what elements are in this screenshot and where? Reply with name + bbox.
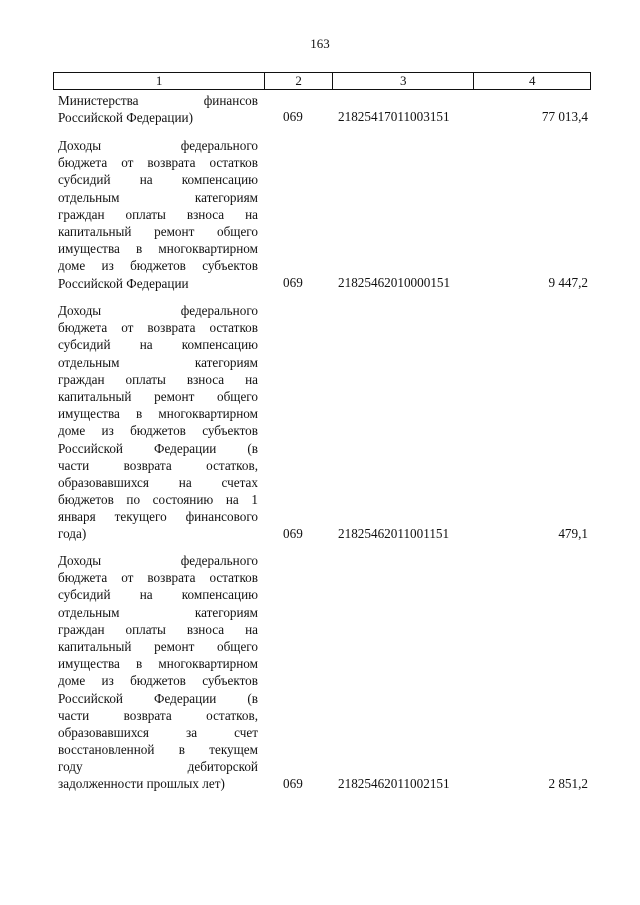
description-line: части возврата остатков, — [58, 457, 258, 473]
description-line: доме из бюджетов субъектов — [58, 423, 258, 439]
description-line: Российской Федерации) — [58, 110, 193, 126]
description-line: образовавшихся на счетах — [58, 474, 258, 490]
description-line: Доходы федерального — [58, 138, 258, 153]
row-amount: 2 851,2 — [548, 775, 588, 791]
description-line: граждан оплаты взноса на — [58, 371, 258, 387]
description-line: года) — [58, 526, 87, 542]
description-line: доме из бюджетов субъектов — [58, 258, 258, 274]
description-line: имущества в многоквартирном — [58, 241, 258, 257]
description-line: субсидий на компенсацию — [58, 172, 258, 188]
page-number: 163 — [310, 36, 330, 51]
description-line: восстановленной в текущем — [58, 742, 258, 758]
row-amount: 9 447,2 — [548, 274, 588, 290]
description-line: капитальный ремонт общего — [58, 223, 258, 239]
description-line: бюджета от возврата остатков — [58, 155, 258, 171]
description-line: субсидий на компенсацию — [58, 337, 258, 353]
column-header-4: 4 — [528, 73, 536, 88]
description-line: году дебиторской — [58, 759, 258, 775]
row-admin-code: 069 — [283, 525, 303, 541]
description-line: субсидий на компенсацию — [58, 587, 258, 603]
row-admin-code: 069 — [283, 109, 303, 125]
row-budget-code: 21825462011001151 — [338, 525, 450, 541]
description-line: имущества в многоквартирном — [58, 406, 258, 422]
description-line: граждан оплаты взноса на — [58, 206, 258, 222]
description-line: Российской Федерации (в — [58, 440, 258, 456]
description-line: Доходы федерального — [58, 553, 258, 568]
row-admin-code: 069 — [283, 775, 303, 791]
description-line: бюджетов по состоянию на 1 — [58, 492, 258, 508]
description-line: части возврата остатков, — [58, 707, 258, 723]
description-line: капитальный ремонт общего — [58, 388, 258, 404]
row-budget-code: 21825462010000151 — [338, 274, 451, 290]
description-line: образовавшихся за счет — [58, 724, 258, 740]
column-header-1: 1 — [54, 73, 265, 89]
column-header-3: 3 — [333, 73, 474, 89]
description-line: отдельным категориям — [58, 354, 258, 370]
table-header — [53, 72, 591, 90]
description-line: января текущего финансового — [58, 509, 258, 525]
description-line: бюджета от возврата остатков — [58, 320, 258, 336]
description-line: отдельным категориям — [58, 604, 258, 620]
description-line: капитальный ремонт общего — [58, 638, 258, 654]
description-line: граждан оплаты взноса на — [58, 621, 258, 637]
description-line: задолженности прошлых лет) — [58, 776, 225, 792]
row-description — [58, 92, 258, 126]
row-description — [58, 137, 258, 292]
description-line: доме из бюджетов субъектов — [58, 673, 258, 689]
description-line: имущества в многоквартирном — [58, 656, 258, 672]
row-amount: 479,1 — [558, 525, 588, 541]
row-budget-code: 21825462011002151 — [338, 775, 450, 791]
row-admin-code: 069 — [283, 274, 303, 290]
description-line: Российской Федерации — [58, 275, 189, 291]
row-description — [58, 302, 258, 543]
description-line: Российской Федерации (в — [58, 690, 258, 706]
row-budget-code: 21825417011003151 — [338, 109, 450, 125]
row-description — [58, 552, 258, 793]
description-line: отдельным категориям — [58, 189, 258, 205]
description-line: Доходы федерального — [58, 303, 258, 318]
row-amount: 77 013,4 — [541, 109, 588, 125]
description-line: Министерства финансов — [58, 93, 258, 108]
column-header-2: 2 — [265, 73, 333, 89]
description-line: бюджета от возврата остатков — [58, 570, 258, 586]
